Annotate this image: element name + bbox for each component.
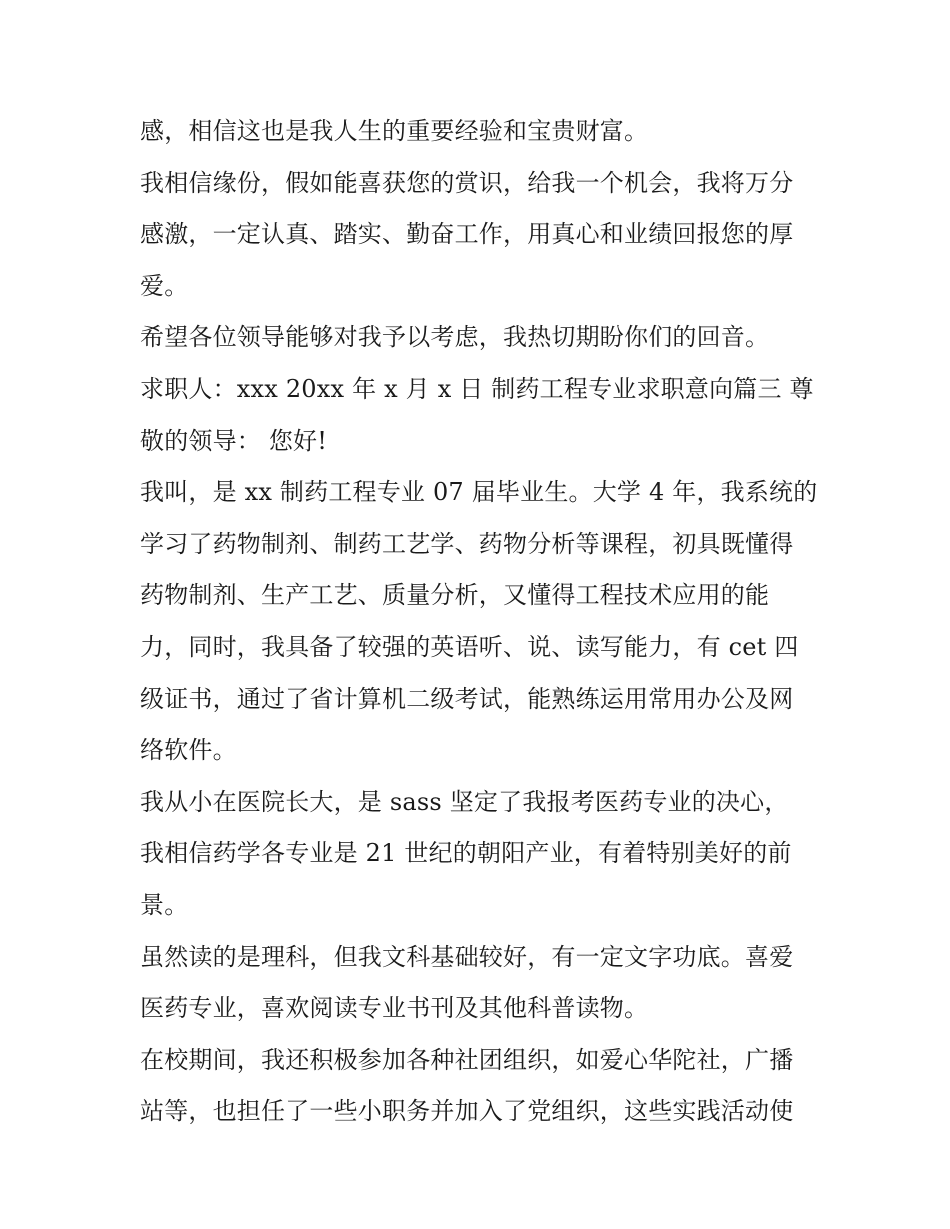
text-line: 感激，一定认真、踏实、勤奋工作，用真心和业绩回报您的厚 (140, 220, 794, 249)
text-line: 学习了药物制剂、制药工艺学、药物分析等课程，初具既懂得 (140, 529, 794, 558)
text-line: 我从小在医院长大，是 sass 坚定了我报考医药专业的决心， (140, 787, 789, 816)
text-line: 我相信药学各专业是 21 世纪的朝阳产业，有着特别美好的前 (140, 839, 792, 868)
text-line: 药物制剂、生产工艺、质量分析，又懂得工程技术应用的能 (140, 581, 770, 610)
text-line: 在校期间，我还积极参加各种社团组织，如爱心华陀社，广播 (140, 1045, 794, 1074)
text-line: 虽然读的是理科，但我文科基础较好，有一定文字功底。喜爱 (140, 942, 794, 971)
text-line: 爱。 (140, 271, 189, 300)
text-line: 我叫，是 xx 制药工程专业 07 届毕业生。大学 4 年，我系统的 (140, 478, 818, 507)
text-line: 络软件。 (140, 736, 237, 765)
text-line: 希望各位领导能够对我予以考虑，我热切期盼你们的回音。 (140, 323, 770, 352)
text-line: 我相信缘份，假如能喜获您的赏识，给我一个机会，我将万分 (140, 168, 794, 197)
text-line: 医药专业，喜欢阅读专业书刊及其他科普读物。 (140, 994, 649, 1023)
text-line: 级证书，通过了省计算机二级考试，能熟练运用常用办公及网 (140, 684, 794, 713)
text-line: 求职人：xxx 20xx 年 x 月 x 日 制药工程专业求职意向篇三 尊 (140, 374, 814, 403)
document-body (140, 106, 820, 1138)
text-line: 站等，也担任了一些小职务并加入了党组织，这些实践活动使 (140, 1097, 794, 1126)
text-line: 感，相信这也是我人生的重要经验和宝贵财富。 (140, 117, 649, 145)
text-line: 敬的领导： 您好! (140, 426, 328, 455)
text-line: 力，同时，我具备了较强的英语听、说、读写能力，有 cet 四 (140, 632, 799, 661)
text-line: 景。 (140, 890, 189, 919)
